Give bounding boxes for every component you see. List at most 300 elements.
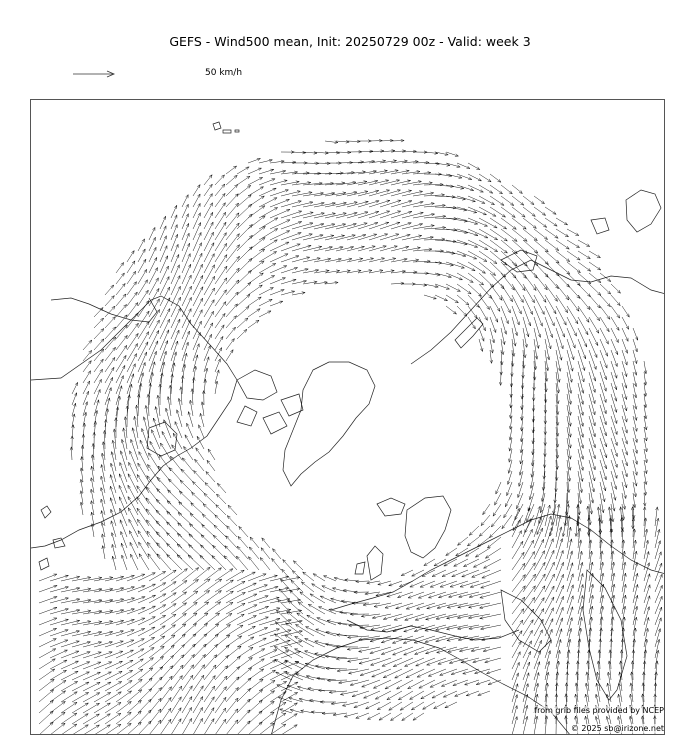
wind-arrow: [521, 372, 524, 389]
wind-arrow: [270, 278, 286, 284]
wind-arrow: [470, 581, 490, 588]
wind-arrow: [542, 471, 545, 490]
wind-arrow: [292, 151, 306, 154]
wind-arrow: [313, 574, 325, 581]
wind-arrow: [171, 330, 179, 350]
wind-arrow: [534, 295, 544, 315]
wind-arrow: [578, 394, 584, 415]
wind-arrow: [322, 712, 336, 715]
wind-arrow: [72, 692, 89, 702]
wind-arrow: [435, 262, 453, 266]
wind-arrow: [490, 174, 501, 182]
wind-arrow: [358, 222, 378, 229]
map-panel: [30, 99, 665, 735]
wind-arrow: [566, 672, 569, 691]
wind-arrow: [127, 574, 145, 581]
wind-arrow: [121, 439, 127, 460]
reference-wind-arrow: [72, 66, 122, 82]
wind-arrow: [622, 540, 625, 559]
wind-arrow: [83, 361, 91, 372]
wind-arrow: [61, 661, 79, 669]
wind-arrow: [340, 691, 358, 695]
wind-arrow: [83, 662, 101, 669]
wind-arrow: [94, 621, 113, 625]
wind-arrow: [215, 381, 218, 394]
wind-arrow: [512, 662, 519, 680]
wind-arrow: [545, 574, 555, 592]
wind-arrow: [237, 204, 252, 218]
wind-arrow: [83, 621, 102, 625]
wind-arrow: [512, 652, 520, 669]
wind-arrow: [523, 317, 529, 337]
wind-arrow: [149, 383, 152, 405]
wind-arrow: [545, 619, 553, 637]
wind-arrow: [457, 306, 467, 316]
wind-arrow: [457, 229, 478, 236]
wind-arrow: [589, 416, 596, 437]
wind-arrow: [281, 244, 300, 251]
wind-arrow: [61, 671, 78, 680]
wind-arrow: [287, 611, 303, 625]
wind-arrow: [146, 509, 160, 526]
wind-arrow: [655, 563, 662, 581]
wind-arrow: [259, 311, 271, 317]
wind-arrow: [206, 472, 215, 483]
wind-arrow: [496, 482, 501, 494]
wind-arrow: [406, 669, 424, 678]
wind-arrow: [289, 697, 303, 702]
wind-arrow: [545, 629, 552, 647]
wind-arrow: [201, 402, 204, 416]
wind-arrow: [426, 647, 447, 654]
wind-arrow: [237, 306, 249, 317]
wind-arrow: [589, 427, 596, 448]
wind-arrow: [281, 714, 297, 724]
wind-arrow: [127, 597, 145, 604]
wind-arrow: [534, 598, 544, 614]
wind-arrow: [578, 240, 590, 247]
wind-arrow: [468, 317, 475, 329]
wind-arrow: [425, 636, 446, 643]
wind-arrow: [303, 246, 322, 251]
wind-arrow: [292, 192, 312, 197]
wind-arrow: [556, 251, 570, 262]
wind-arrow: [589, 540, 592, 559]
wind-arrow: [149, 626, 165, 636]
wind-arrow: [83, 672, 101, 680]
wind-arrow: [178, 398, 182, 416]
wind-arrow: [534, 196, 545, 204]
wind-arrow: [91, 455, 94, 471]
wind-arrow: [622, 617, 625, 636]
wind-arrow: [182, 264, 191, 284]
wind-arrow: [575, 683, 578, 702]
wind-arrow: [512, 552, 524, 570]
wind-arrow: [556, 361, 560, 382]
wind-arrow: [632, 518, 635, 537]
wind-arrow: [483, 504, 490, 515]
wind-arrow: [160, 277, 169, 296]
wind-arrow: [380, 211, 401, 218]
wind-arrow: [545, 586, 554, 603]
wind-arrow: [480, 614, 501, 619]
wind-arrow: [119, 474, 127, 493]
wind-arrow: [427, 658, 446, 665]
wind-arrow: [481, 581, 501, 588]
wind-arrow: [182, 286, 192, 306]
wind-arrow: [643, 672, 646, 691]
wind-arrow: [589, 460, 595, 481]
wind-arrow: [314, 224, 335, 230]
wind-arrow: [182, 707, 192, 724]
wind-arrow: [193, 654, 206, 669]
wind-arrow: [105, 651, 123, 658]
wind-arrow: [336, 171, 355, 174]
wind-arrow: [138, 584, 156, 592]
wind-arrow: [270, 220, 290, 229]
wind-arrow: [393, 658, 413, 667]
wind-arrow: [512, 641, 521, 658]
wind-arrow: [600, 284, 611, 294]
wind-arrow: [578, 273, 591, 284]
wind-arrow: [224, 556, 237, 570]
wind-arrow: [325, 172, 343, 175]
wind-arrow: [523, 620, 533, 636]
wind-arrow: [556, 306, 566, 325]
wind-arrow: [344, 713, 358, 717]
wind-arrow: [556, 585, 564, 603]
wind-arrow: [102, 442, 105, 460]
wind-arrow: [337, 634, 358, 637]
wind-arrow: [578, 405, 584, 426]
wind-arrow: [110, 486, 116, 504]
wind-arrow: [281, 620, 302, 625]
wind-arrow: [381, 647, 402, 655]
wind-arrow: [567, 339, 574, 360]
wind-arrow: [449, 592, 469, 598]
wind-arrow: [523, 684, 529, 703]
map-title: GEFS - Wind500 mean, Init: 20250729 00z - Valid: week 3: [169, 34, 531, 49]
wind-arrow: [270, 619, 291, 625]
wind-arrow: [578, 427, 584, 448]
wind-arrow: [317, 618, 336, 625]
wind-arrow: [545, 284, 558, 301]
wind-arrow: [475, 548, 490, 557]
wind-arrow: [348, 636, 369, 639]
wind-arrow: [339, 680, 358, 684]
wind-arrow: [394, 614, 413, 620]
wind-arrow: [202, 514, 215, 526]
wind-arrow: [182, 686, 192, 702]
wind-arrow: [446, 262, 464, 268]
wind-arrow: [501, 251, 517, 266]
wind-arrow: [589, 471, 595, 492]
wind-arrow: [305, 651, 326, 658]
wind-arrow: [534, 651, 541, 669]
wind-arrow: [512, 673, 519, 691]
wind-arrow: [577, 661, 580, 680]
wind-arrow: [556, 515, 561, 537]
wind-arrow: [127, 722, 141, 735]
wind-arrow: [435, 185, 454, 188]
wind-arrow: [207, 460, 215, 471]
wind-arrow: [182, 297, 191, 317]
wind-arrow: [303, 213, 324, 219]
wind-arrow: [534, 574, 545, 592]
wind-arrow: [523, 229, 537, 241]
wind-arrow: [380, 190, 401, 196]
wind-arrow: [501, 240, 517, 254]
wind-arrow: [159, 384, 162, 405]
wind-arrow: [512, 295, 521, 314]
wind-arrow: [567, 596, 573, 614]
wind-arrow: [391, 211, 412, 218]
wind-arrow: [509, 438, 512, 451]
wind-arrow: [329, 691, 347, 694]
wind-arrow: [337, 669, 358, 672]
wind-arrow: [589, 372, 596, 393]
wind-arrow: [589, 273, 601, 283]
wind-arrow: [215, 591, 233, 603]
wind-arrow: [446, 152, 458, 156]
wind-arrow: [556, 262, 570, 274]
wind-arrow: [300, 592, 314, 603]
wind-arrow: [116, 305, 127, 318]
wind-arrow: [438, 592, 457, 598]
wind-arrow: [237, 176, 250, 185]
wind-arrow: [589, 284, 601, 295]
wind-arrow: [249, 547, 259, 559]
wind-arrow: [237, 167, 249, 174]
wind-arrow: [545, 207, 556, 214]
wind-arrow: [644, 596, 650, 614]
wind-arrow: [127, 629, 145, 637]
wind-arrow: [182, 654, 195, 669]
wind-arrow: [191, 503, 204, 515]
wind-arrow: [336, 657, 358, 660]
wind-arrow: [512, 575, 525, 593]
wind-arrow: [600, 449, 607, 469]
wind-arrow: [512, 531, 522, 548]
wind-arrow: [611, 427, 618, 446]
wind-arrow: [446, 174, 462, 178]
wind-arrow: [193, 613, 208, 625]
wind-arrow: [523, 306, 531, 326]
wind-arrow: [567, 251, 580, 260]
wind-arrow: [171, 286, 180, 306]
wind-arrow: [193, 194, 200, 207]
wind-arrow: [555, 460, 558, 481]
wind-arrow: [555, 716, 558, 735]
wind-arrow: [551, 504, 556, 525]
wind-arrow: [94, 682, 111, 691]
wind-arrow: [567, 585, 574, 603]
wind-arrow: [160, 330, 169, 350]
wind-arrow: [556, 596, 564, 614]
wind-arrow: [435, 295, 448, 301]
wind-arrow: [446, 185, 464, 189]
wind-arrow: [495, 493, 501, 505]
wind-arrow: [301, 582, 314, 592]
wind-arrow: [110, 475, 116, 493]
wind-arrow: [127, 344, 138, 362]
wind-arrow: [105, 398, 110, 416]
wind-arrow: [116, 660, 133, 669]
wind-arrow: [600, 427, 607, 447]
wind-arrow: [589, 306, 600, 321]
wind-arrow: [567, 273, 580, 286]
wind-arrow: [314, 246, 333, 251]
wind-arrow: [600, 317, 609, 332]
wind-arrow: [325, 246, 343, 251]
wind-arrow: [129, 462, 138, 482]
wind-arrow: [391, 180, 411, 185]
wind-arrow: [291, 580, 303, 592]
wind-arrow: [248, 690, 263, 702]
wind-arrow: [588, 650, 591, 669]
wind-arrow: [458, 537, 469, 545]
wind-arrow: [644, 639, 648, 658]
wind-arrow: [226, 194, 238, 207]
wind-arrow: [325, 655, 347, 658]
wind-arrow: [105, 724, 121, 735]
wind-arrow: [270, 630, 291, 636]
wind-arrow: [555, 471, 558, 492]
wind-arrow: [477, 537, 490, 547]
wind-arrow: [347, 234, 366, 240]
wind-arrow: [449, 658, 468, 664]
wind-arrow: [131, 439, 138, 460]
wind-arrow: [94, 641, 113, 647]
wind-arrow: [202, 525, 215, 538]
wind-arrow: [523, 694, 528, 713]
wind-arrow: [393, 647, 414, 655]
wind-arrow: [204, 265, 215, 284]
wind-arrow: [457, 251, 477, 259]
wind-arrow: [120, 451, 127, 471]
wind-arrow: [578, 595, 583, 614]
wind-arrow: [149, 362, 155, 383]
wind-arrow: [259, 240, 277, 251]
wind-arrow: [468, 196, 485, 203]
wind-arrow: [367, 581, 380, 584]
wind-arrow: [556, 672, 559, 691]
wind-arrow: [274, 646, 292, 658]
wind-arrow: [259, 159, 272, 163]
wind-arrow: [512, 717, 518, 736]
wind-arrow: [180, 387, 183, 405]
wind-arrow: [556, 661, 560, 680]
wind-arrow: [127, 649, 144, 658]
wind-arrow: [468, 295, 479, 307]
wind-arrow: [272, 558, 281, 570]
wind-arrow: [80, 479, 83, 493]
wind-arrow: [523, 207, 535, 216]
wind-arrow: [171, 374, 174, 394]
wind-arrow: [297, 613, 314, 625]
wind-arrow: [415, 614, 435, 620]
wind-arrow: [391, 282, 404, 285]
wind-arrow: [213, 535, 226, 548]
wind-arrow: [402, 201, 423, 207]
wind-arrow: [611, 551, 614, 570]
wind-arrow: [204, 493, 215, 504]
wind-arrow: [358, 246, 375, 251]
wind-arrow: [171, 297, 181, 317]
wind-arrow: [138, 573, 155, 581]
wind-arrow: [94, 692, 111, 702]
wind-arrow: [479, 317, 486, 331]
wind-arrow: [523, 295, 533, 315]
wind-arrow: [146, 520, 160, 537]
wind-arrow: [215, 359, 220, 372]
wind-arrow: [545, 218, 557, 226]
wind-arrow: [410, 581, 424, 587]
wind-arrow: [295, 636, 314, 647]
wind-arrow: [523, 651, 531, 669]
wind-arrow: [545, 550, 554, 570]
wind-arrow: [381, 636, 402, 643]
wind-arrow: [139, 542, 149, 559]
wind-arrow: [642, 683, 645, 702]
wind-arrow: [567, 240, 580, 248]
wind-arrow: [237, 318, 248, 328]
wind-arrow: [578, 284, 591, 297]
wind-arrow: [188, 412, 193, 427]
wind-arrow: [469, 526, 479, 535]
wind-arrow: [347, 140, 360, 143]
wind-arrow: [105, 285, 114, 295]
wind-arrow: [204, 212, 213, 229]
wind-arrow: [259, 288, 273, 296]
wind-arrow: [312, 584, 325, 592]
wind-arrow: [622, 427, 628, 444]
wind-arrow: [331, 702, 347, 705]
wind-arrow: [523, 552, 535, 571]
wind-arrow: [70, 447, 73, 460]
wind-arrow: [193, 707, 203, 724]
wind-arrow: [545, 608, 554, 625]
wind-arrow: [285, 660, 303, 669]
wind-arrow: [611, 438, 618, 457]
wind-arrow: [472, 570, 490, 577]
wind-arrow: [149, 615, 166, 625]
wind-arrow: [286, 623, 304, 636]
wind-arrow: [248, 309, 260, 317]
wind-arrow: [138, 595, 156, 603]
wind-arrow: [644, 383, 647, 397]
wind-arrow: [619, 672, 622, 691]
wind-arrow: [292, 202, 313, 208]
wind-arrow: [50, 630, 68, 637]
wind-arrow: [320, 701, 336, 704]
wind-arrow: [138, 301, 149, 317]
wind-arrow: [138, 342, 148, 361]
wind-arrow: [39, 722, 53, 735]
wind-arrow: [424, 295, 436, 299]
wind-arrow: [314, 235, 334, 240]
wind-arrow: [61, 651, 79, 658]
wind-arrow: [204, 591, 222, 604]
wind-arrow: [120, 462, 127, 482]
wind-arrow: [226, 709, 238, 724]
wind-arrow: [597, 661, 600, 680]
wind-arrow: [116, 365, 125, 383]
wind-arrow: [622, 416, 628, 433]
wind-arrow: [505, 493, 512, 507]
wind-arrow: [468, 251, 487, 262]
wind-arrow: [226, 667, 240, 680]
